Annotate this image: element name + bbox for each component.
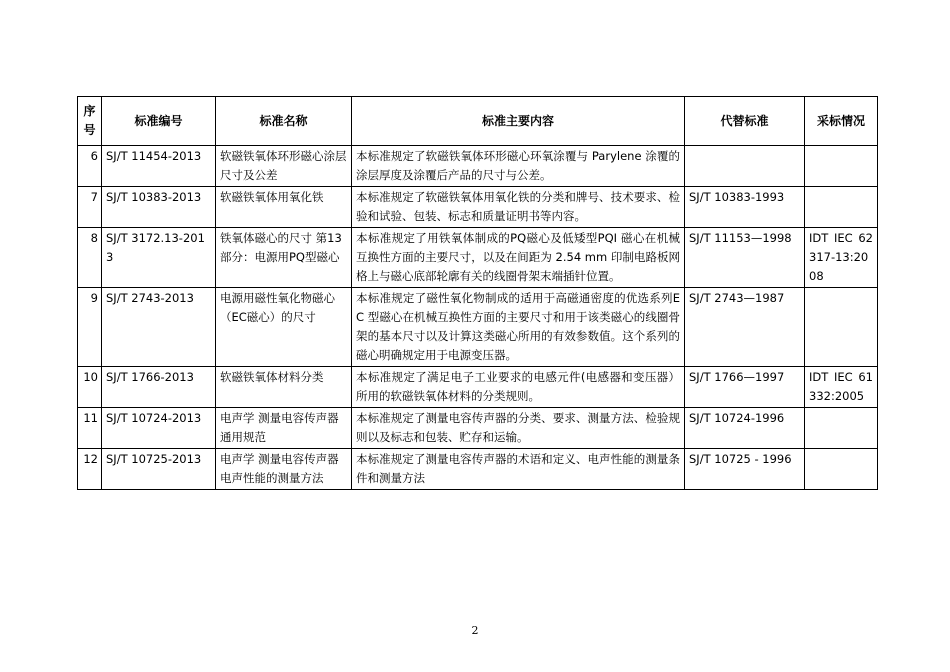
header-serial-number: 序号: [78, 97, 102, 146]
standard-content: 本标准规定了软磁铁氧体环形磁心环氧涂覆与 Parylene 涂覆的涂层厚度及涂覆后产品的尺寸与公差。: [352, 146, 685, 187]
adoption-status: IDT IEC 62317-13:2008: [805, 228, 878, 288]
replaced-standard: SJ/T 1766—1997: [685, 367, 805, 408]
adoption-status: [805, 288, 878, 367]
replaced-standard: SJ/T 10724-1996: [685, 408, 805, 449]
adoption-status: [805, 146, 878, 187]
standard-code: SJ/T 10725-2013: [102, 449, 216, 490]
replaced-standard: SJ/T 10725 - 1996: [685, 449, 805, 490]
standard-name: 电声学 测量电容传声器通用规范: [216, 408, 352, 449]
standard-content: 本标准规定了软磁铁氧体用氧化铁的分类和牌号、技术要求、检验和试验、包装、标志和质量证明书等内容。: [352, 187, 685, 228]
standard-name: 软磁铁氧体环形磁心涂层尺寸及公差: [216, 146, 352, 187]
row-number: 6: [78, 146, 102, 187]
standard-name: 软磁铁氧体用氧化铁: [216, 187, 352, 228]
standard-code: SJ/T 11454-2013: [102, 146, 216, 187]
standard-code: SJ/T 1766-2013: [102, 367, 216, 408]
table-row: [78, 449, 878, 490]
row-number: 12: [78, 449, 102, 490]
standard-code: SJ/T 3172.13-2013: [102, 228, 216, 288]
standard-name: 软磁铁氧体材料分类: [216, 367, 352, 408]
standard-content: 本标准规定了用铁氧体制成的PQ磁心及低矮型PQI 磁心在机械互换性方面的主要尺寸，以及在间距为 2.54 mm 印制电路板网格上与磁心底部轮廓有关的线圈骨架末端插针位置。: [352, 228, 685, 288]
adoption-status: [805, 408, 878, 449]
standard-content: 本标准规定了磁性氧化物制成的适用于高磁通密度的优选系列EC 型磁心在机械互换性方面的主要尺寸和用于该类磁心的线圈骨架的基本尺寸以及计算这类磁心所用的有效参数值。这个系列的磁心明确规定用于电源变压器。: [352, 288, 685, 367]
row-number: 10: [78, 367, 102, 408]
standard-code: SJ/T 10724-2013: [102, 408, 216, 449]
header-standard-code: 标准编号: [102, 97, 216, 146]
row-number: 9: [78, 288, 102, 367]
adoption-status: [805, 187, 878, 228]
replaced-standard: SJ/T 10383-1993: [685, 187, 805, 228]
header-adoption-status: 采标情况: [805, 97, 878, 146]
standard-content: 本标准规定了测量电容传声器的分类、要求、测量方法、检验规则以及标志和包装、贮存和运输。: [352, 408, 685, 449]
table-row: [78, 228, 878, 288]
standard-content: 本标准规定了满足电子工业要求的电感元件(电感器和变压器）所用的软磁铁氧体材料的分类规则。: [352, 367, 685, 408]
table-row: [78, 187, 878, 228]
page-number: 2: [471, 624, 479, 637]
standard-content: 本标准规定了测量电容传声器的术语和定义、电声性能的测量条件和测量方法: [352, 449, 685, 490]
adoption-status: IDT IEC 61332:2005: [805, 367, 878, 408]
standard-name: 铁氧体磁心的尺寸 第13部分：电源用PQ型磁心: [216, 228, 352, 288]
table-row: [78, 367, 878, 408]
row-number: 11: [78, 408, 102, 449]
table-row: [78, 288, 878, 367]
standard-name: 电源用磁性氧化物磁心（EC磁心）的尺寸: [216, 288, 352, 367]
replaced-standard: SJ/T 11153—1998: [685, 228, 805, 288]
header-standard-name: 标准名称: [216, 97, 352, 146]
standard-name: 电声学 测量电容传声器电声性能的测量方法: [216, 449, 352, 490]
table-header-row: [78, 97, 878, 146]
standards-table: [77, 96, 878, 490]
replaced-standard: [685, 146, 805, 187]
table-row: [78, 408, 878, 449]
replaced-standard: SJ/T 2743—1987: [685, 288, 805, 367]
header-replaced-standard: 代替标准: [685, 97, 805, 146]
row-number: 7: [78, 187, 102, 228]
adoption-status: [805, 449, 878, 490]
standard-code: SJ/T 10383-2013: [102, 187, 216, 228]
row-number: 8: [78, 228, 102, 288]
table-row: [78, 146, 878, 187]
standard-code: SJ/T 2743-2013: [102, 288, 216, 367]
header-main-content: 标准主要内容: [352, 97, 685, 146]
